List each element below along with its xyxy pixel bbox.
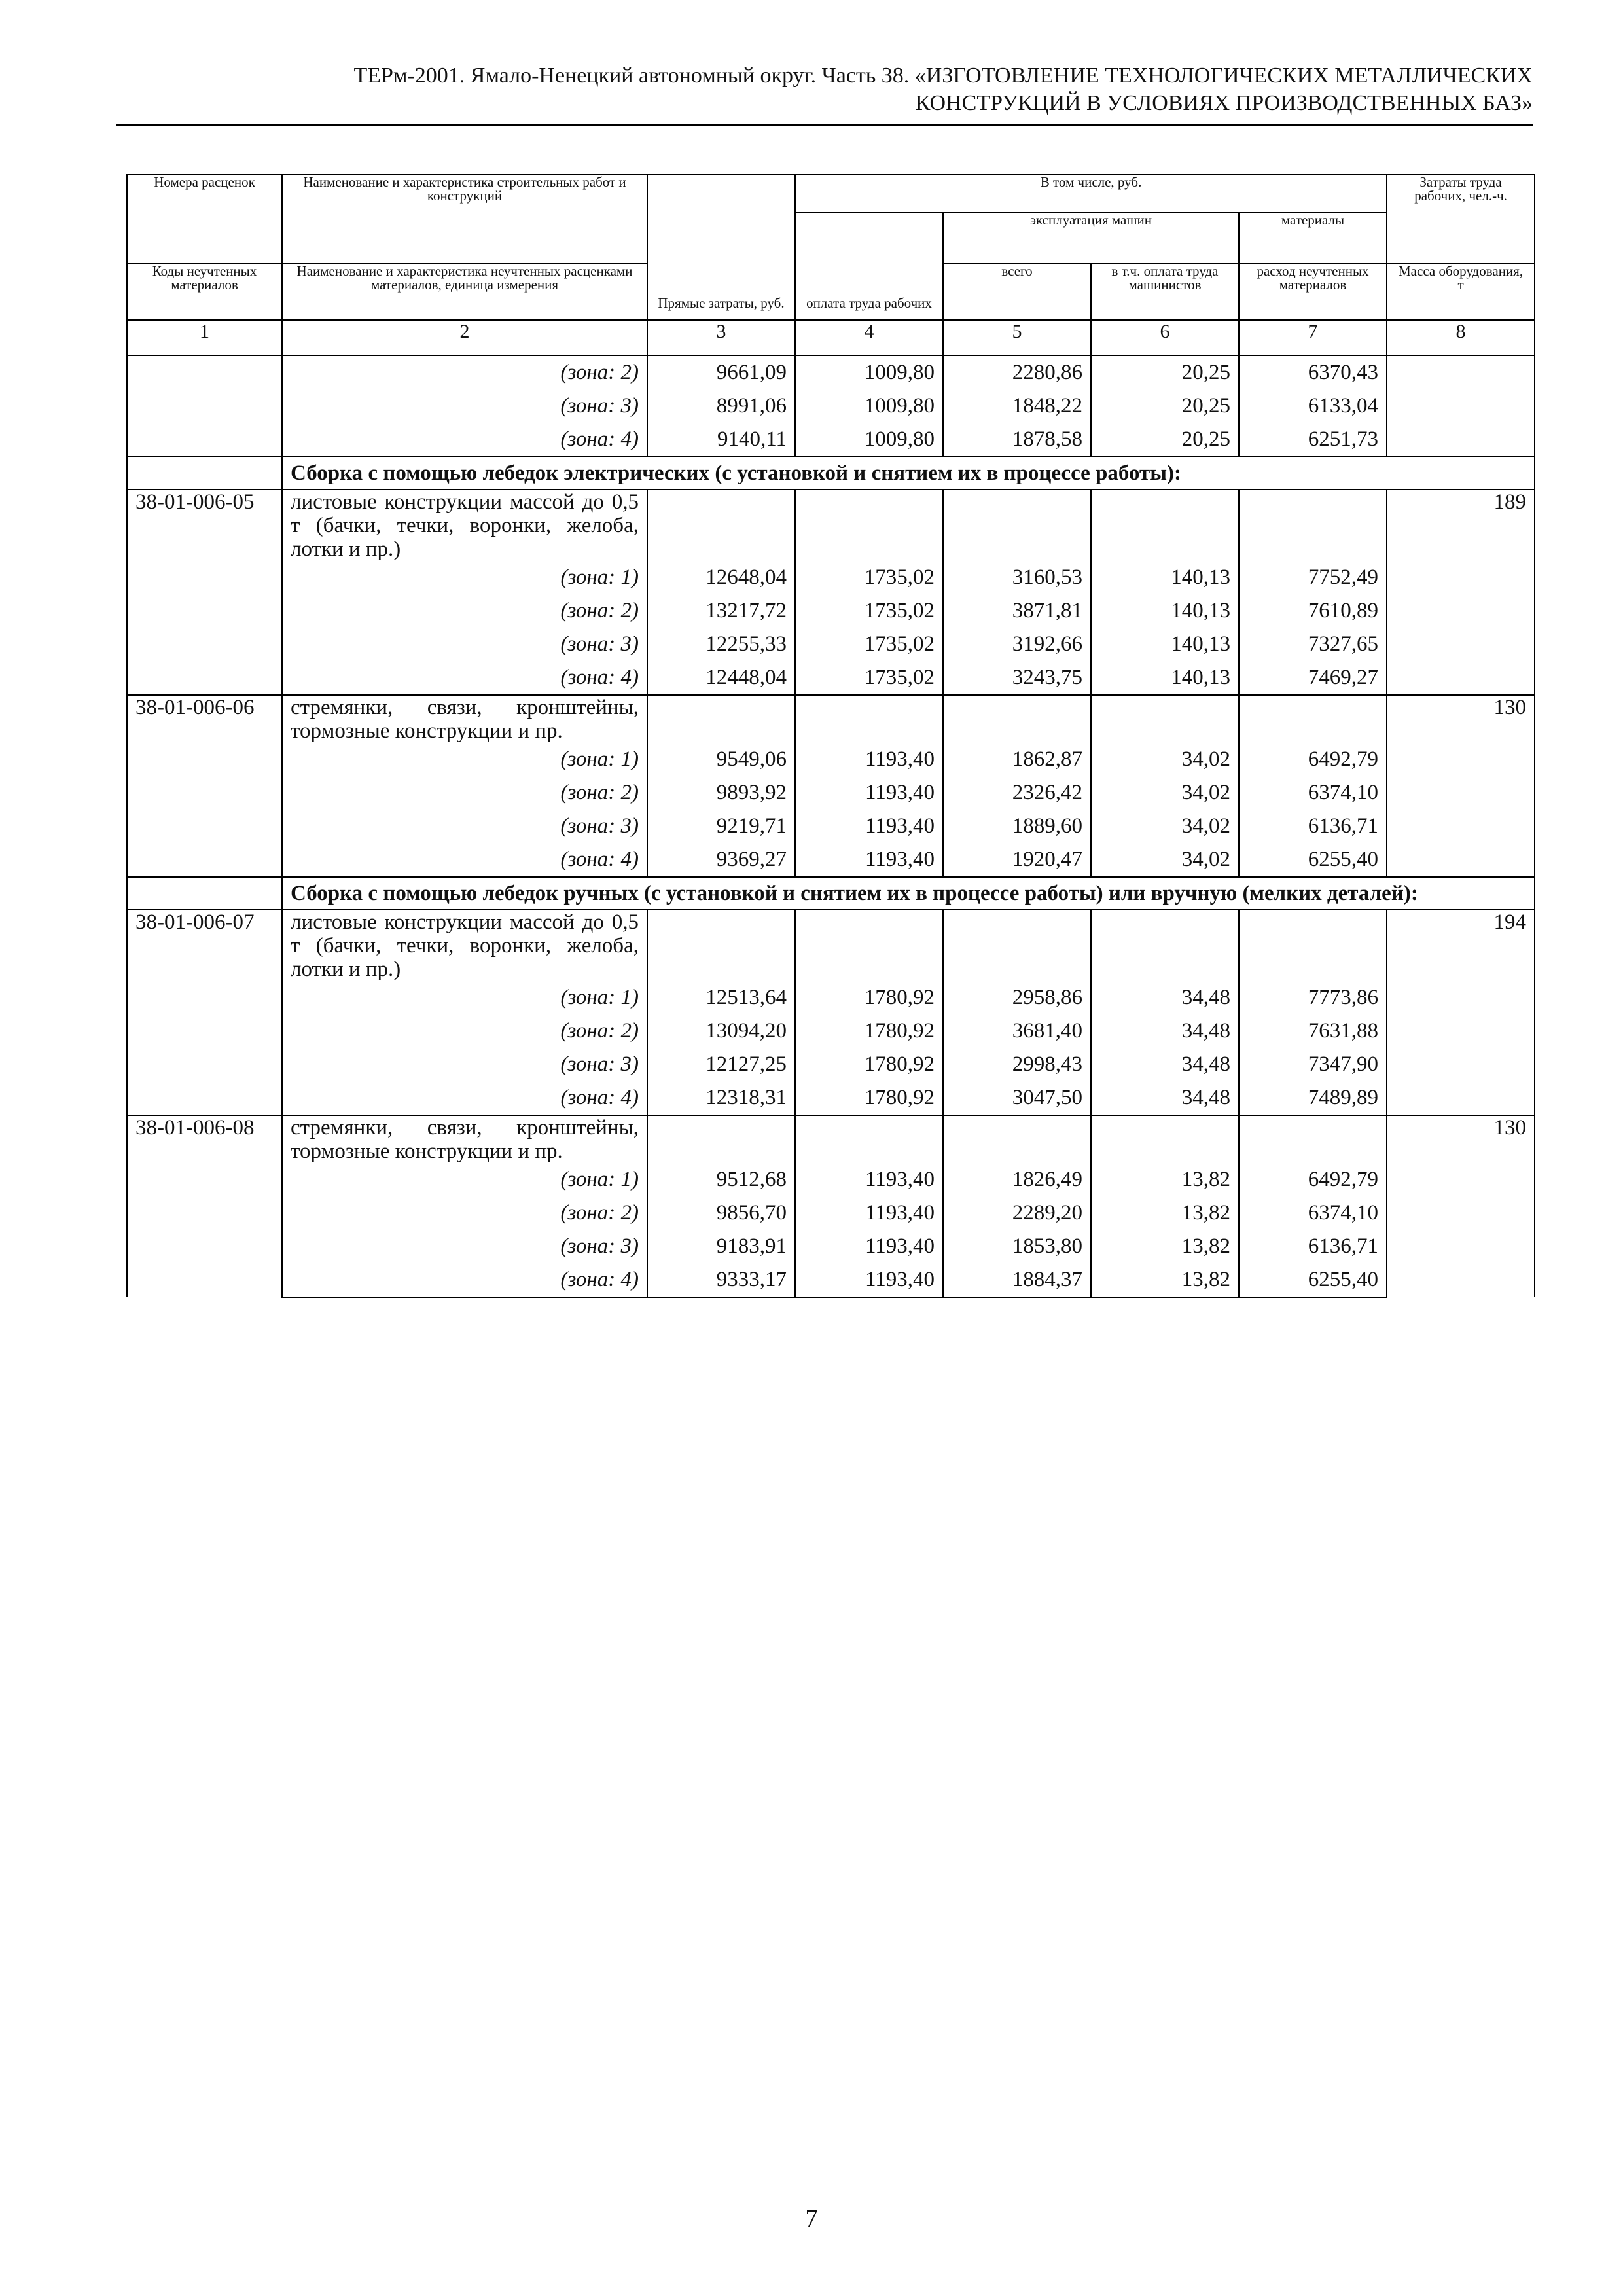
machinist-labor-cost: 34,02 [1091,843,1239,877]
materials-cost: 7347,90 [1239,1048,1387,1081]
table-row [127,1014,1535,1048]
machinist-labor-cost: 13,82 [1091,1230,1239,1263]
zone-label: (зона: 1) [282,981,647,1014]
direct-cost: 9219,71 [647,810,795,843]
zone-label: (зона: 2) [282,1014,647,1048]
machinist-labor-cost: 34,48 [1091,1081,1239,1115]
code-cell [127,389,282,423]
column-number: 8 [1387,320,1535,355]
table-header [127,175,1535,355]
direct-cost: 12513,64 [647,981,795,1014]
machine-cost: 1878,58 [943,423,1091,457]
direct-cost: 8991,06 [647,389,795,423]
machinist-labor-cost: 140,13 [1091,594,1239,628]
section-title: Сборка с помощью лебедок ручных (с установкой и снятием их в процессе работы) или вручную (мелких деталей): [282,877,1535,910]
item-code: 38-01-006-08 [127,1115,282,1297]
table-row [127,776,1535,810]
materials-cost: 6370,43 [1239,355,1387,389]
item-row [127,910,1535,981]
section-code-cell [127,457,282,490]
direct-cost: 12127,25 [647,1048,795,1081]
materials-cost: 7610,89 [1239,594,1387,628]
materials-cost: 6492,79 [1239,743,1387,776]
col1-bottom-header: Коды неучтенных материалов [127,264,282,320]
labor-cost: 1780,92 [795,981,943,1014]
machinist-labor-cost: 34,48 [1091,1048,1239,1081]
table-row [127,389,1535,423]
labor-hours: 130 [1387,695,1535,877]
table-body [127,355,1535,1297]
section-title: Сборка с помощью лебедок электрических (с установкой и снятием их в процессе работы): [282,457,1535,490]
col8-bottom-header: Масса оборудования, т [1387,264,1535,320]
labor-cost: 1193,40 [795,843,943,877]
machine-cost: 2998,43 [943,1048,1091,1081]
direct-cost: 9549,06 [647,743,795,776]
labor-cost: 1780,92 [795,1081,943,1115]
machinist-labor-cost: 140,13 [1091,628,1239,661]
machine-cost: 2958,86 [943,981,1091,1014]
table-row [127,1230,1535,1263]
labor-cost: 1780,92 [795,1014,943,1048]
direct-cost: 12318,31 [647,1081,795,1115]
materials-cost: 7469,27 [1239,661,1387,695]
machinist-labor-cost: 34,48 [1091,1014,1239,1048]
item-description: листовые конструкции массой до 0,5 т (бачки, течки, воронки, желоба, лотки и пр.) [282,490,647,561]
machine-cost: 2280,86 [943,355,1091,389]
labor-hours: 189 [1387,490,1535,695]
materials-cost: 6255,40 [1239,1263,1387,1297]
machinist-labor-cost: 140,13 [1091,661,1239,695]
table-row [127,1163,1535,1196]
materials-cost: 6492,79 [1239,1163,1387,1196]
labor-cost: 1193,40 [795,1196,943,1230]
column-number: 2 [282,320,647,355]
column-number: 4 [795,320,943,355]
table-row [127,423,1535,457]
direct-cost: 9856,70 [647,1196,795,1230]
machine-cost: 3681,40 [943,1014,1091,1048]
machinist-labor-cost: 13,82 [1091,1163,1239,1196]
zone-label: (зона: 4) [282,661,647,695]
labor-cost: 1193,40 [795,810,943,843]
labor-cost: 1193,40 [795,1230,943,1263]
materials-cost: 7773,86 [1239,981,1387,1014]
materials-cost: 7489,89 [1239,1081,1387,1115]
machinist-labor-cost: 34,02 [1091,743,1239,776]
zone-label: (зона: 4) [282,1081,647,1115]
zone-label: (зона: 1) [282,561,647,594]
machine-cost: 3047,50 [943,1081,1091,1115]
labor-cost: 1735,02 [795,661,943,695]
machinist-labor-cost: 13,82 [1091,1263,1239,1297]
item-code: 38-01-006-05 [127,490,282,695]
item-description: листовые конструкции массой до 0,5 т (бачки, течки, воронки, желоба, лотки и пр.) [282,910,647,981]
zone-label: (зона: 3) [282,1048,647,1081]
direct-cost: 12648,04 [647,561,795,594]
header-rule [116,124,1533,126]
labor-cost: 1193,40 [795,1163,943,1196]
zone-label: (зона: 1) [282,743,647,776]
zone-label: (зона: 2) [282,776,647,810]
machine-cost: 2326,42 [943,776,1091,810]
direct-cost: 12255,33 [647,628,795,661]
item-row [127,1115,1535,1163]
machine-cost: 1853,80 [943,1230,1091,1263]
machine-cost: 1920,47 [943,843,1091,877]
zone-label: (зона: 3) [282,810,647,843]
labor-cost: 1735,02 [795,561,943,594]
machine-cost: 1889,60 [943,810,1091,843]
item-description: стремянки, связи, кронштейны, тормозные конструкции и пр. [282,695,647,743]
materials-cost: 7327,65 [1239,628,1387,661]
column-number: 7 [1239,320,1387,355]
labor-cost: 1009,80 [795,423,943,457]
labor-hours: 194 [1387,910,1535,1115]
machine-cost: 3871,81 [943,594,1091,628]
labor-cost: 1735,02 [795,594,943,628]
zone-label: (зона: 2) [282,1196,647,1230]
table-row [127,628,1535,661]
col2-top-header: Наименование и характеристика строительных работ и конструкций [282,175,647,264]
machines-header: эксплуатация машин [943,213,1239,264]
direct-cost: 9183,91 [647,1230,795,1263]
column-number: 6 [1091,320,1239,355]
zone-label: (зона: 4) [282,1263,647,1297]
direct-cost: 9140,11 [647,423,795,457]
col2-bottom-header: Наименование и характеристика неучтенных расценками материалов, единица измерения [282,264,647,320]
column-number: 5 [943,320,1091,355]
table-row [127,594,1535,628]
item-row [127,695,1535,743]
machinist-labor-cost: 13,82 [1091,1196,1239,1230]
zone-label: (зона: 1) [282,1163,647,1196]
zone-label: (зона: 2) [282,594,647,628]
machine-cost: 1884,37 [943,1263,1091,1297]
machinist-labor-cost: 34,48 [1091,981,1239,1014]
machinist-labor-cost: 20,25 [1091,389,1239,423]
table-row [127,1196,1535,1230]
machine-cost: 3243,75 [943,661,1091,695]
machine-cost: 3160,53 [943,561,1091,594]
header-line-2: КОНСТРУКЦИЙ В УСЛОВИЯХ ПРОИЗВОДСТВЕННЫХ БАЗ» [915,91,1533,115]
direct-cost: 9661,09 [647,355,795,389]
materials-cost: 6255,40 [1239,843,1387,877]
machinist-labor-cost: 34,02 [1091,810,1239,843]
machinist-labor-cost: 20,25 [1091,423,1239,457]
materials-cost: 7631,88 [1239,1014,1387,1048]
zone-label: (зона: 3) [282,628,647,661]
materials-cost: 6374,10 [1239,1196,1387,1230]
table-row [127,810,1535,843]
machinist-labor-cost: 140,13 [1091,561,1239,594]
item-description: стремянки, связи, кронштейны, тормозные конструкции и пр. [282,1115,647,1163]
col7-header: расход неучтенных материалов [1239,264,1387,320]
page-number: 7 [805,2205,818,2233]
col1-top-header: Номера расценок [127,175,282,264]
labor-cost: 1193,40 [795,776,943,810]
column-number: 3 [647,320,795,355]
table-row [127,1048,1535,1081]
machinist-labor-cost: 34,02 [1091,776,1239,810]
col5-header: всего [943,264,1091,320]
table-row [127,1081,1535,1115]
zone-label: (зона: 3) [282,389,647,423]
labor-cost: 1009,80 [795,389,943,423]
materials-cost: 6136,71 [1239,1230,1387,1263]
machine-cost: 1862,87 [943,743,1091,776]
machine-cost: 1826,49 [943,1163,1091,1196]
materials-cost: 7752,49 [1239,561,1387,594]
code-cell [127,355,282,389]
direct-cost: 12448,04 [647,661,795,695]
section-title-row [127,877,1535,910]
labor-hours: 130 [1387,1115,1535,1297]
item-row [127,490,1535,561]
column-numbers-row [127,320,1535,355]
item-code: 38-01-006-06 [127,695,282,877]
col3-header: Прямые затраты, руб. [647,175,795,320]
labor-hours-cell [1387,389,1535,423]
table-row [127,561,1535,594]
section-code-cell [127,877,282,910]
table-row [127,1263,1535,1297]
direct-cost: 13094,20 [647,1014,795,1048]
machine-cost: 1848,22 [943,389,1091,423]
labor-cost: 1009,80 [795,355,943,389]
page-header [116,62,1533,117]
included-header: В том числе, руб. [795,175,1387,213]
materials-header: материалы [1239,213,1387,264]
item-code: 38-01-006-07 [127,910,282,1115]
col8-top-header: Затраты труда рабочих, чел.-ч. [1387,175,1535,264]
zone-label: (зона: 4) [282,843,647,877]
labor-cost: 1780,92 [795,1048,943,1081]
direct-cost: 9333,17 [647,1263,795,1297]
table-row [127,355,1535,389]
labor-cost: 1193,40 [795,1263,943,1297]
labor-cost: 1193,40 [795,743,943,776]
labor-hours-cell [1387,355,1535,389]
direct-cost: 13217,72 [647,594,795,628]
table-row [127,743,1535,776]
zone-label: (зона: 4) [282,423,647,457]
price-table [126,174,1535,1298]
col4-header: оплата труда рабочих [795,213,943,320]
table-row [127,981,1535,1014]
machine-cost: 3192,66 [943,628,1091,661]
labor-cost: 1735,02 [795,628,943,661]
labor-hours-cell [1387,423,1535,457]
materials-cost: 6133,04 [1239,389,1387,423]
header-line-1: ТЕРм-2001. Ямало-Ненецкий автономный округ. Часть 38. «ИЗГОТОВЛЕНИЕ ТЕХНОЛОГИЧЕСКИХ МЕТАЛЛИЧЕСКИХ [353,63,1533,88]
machine-cost: 2289,20 [943,1196,1091,1230]
table-row [127,843,1535,877]
materials-cost: 6136,71 [1239,810,1387,843]
col6-header: в т.ч. оплата труда машинистов [1091,264,1239,320]
materials-cost: 6374,10 [1239,776,1387,810]
zone-label: (зона: 3) [282,1230,647,1263]
section-title-row [127,457,1535,490]
code-cell [127,423,282,457]
table-row [127,661,1535,695]
column-number: 1 [127,320,282,355]
machinist-labor-cost: 20,25 [1091,355,1239,389]
direct-cost: 9893,92 [647,776,795,810]
direct-cost: 9512,68 [647,1163,795,1196]
direct-cost: 9369,27 [647,843,795,877]
materials-cost: 6251,73 [1239,423,1387,457]
zone-label: (зона: 2) [282,355,647,389]
